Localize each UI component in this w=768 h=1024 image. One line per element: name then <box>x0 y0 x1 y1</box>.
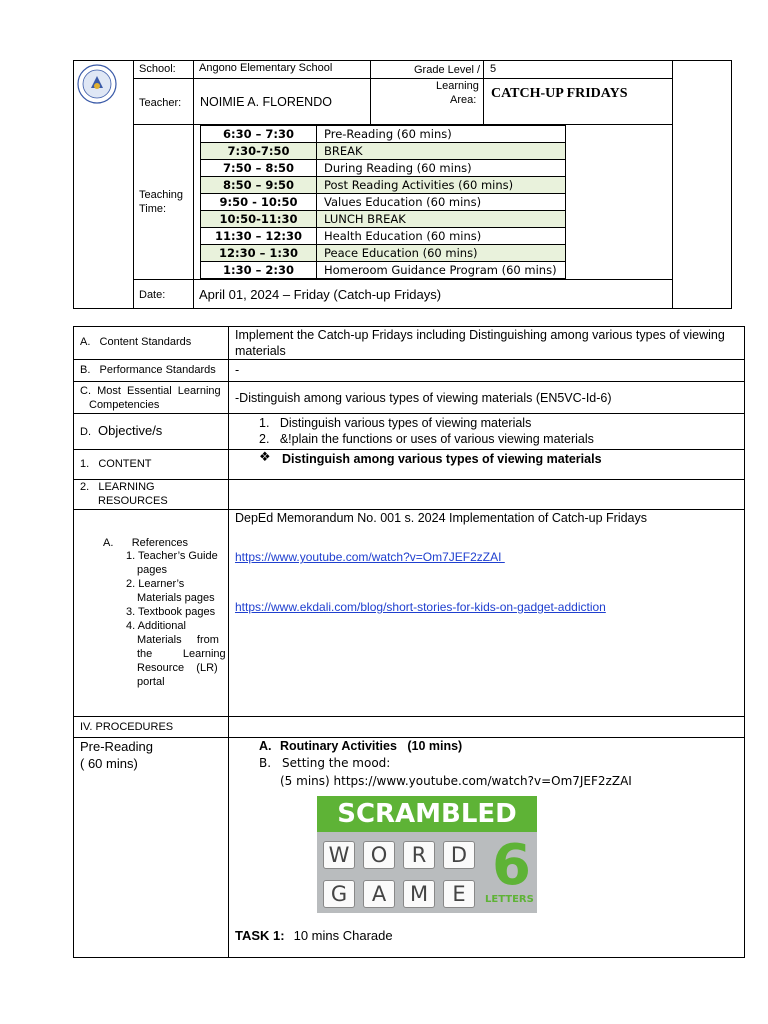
game-number-label: LETTERS <box>485 894 534 905</box>
game-number: 6 <box>492 833 531 898</box>
task-label: TASK 1: <box>235 928 285 943</box>
content-standards-value-2: materials <box>235 344 286 358</box>
reference-item: 3. Textbook pages <box>126 606 216 618</box>
references-heading: A. References <box>103 537 188 549</box>
schedule-row <box>201 211 565 228</box>
schedule-time: 9:50 - 10:50 <box>201 194 317 211</box>
schedule-time: 7:50 – 8:50 <box>201 160 317 177</box>
school-value: Angono Elementary School <box>199 62 333 74</box>
reference-item: portal <box>137 676 165 688</box>
schedule-activity: Post Reading Activities (60 mins) <box>324 178 514 192</box>
objective-item: 1. Distinguish various types of viewing materials <box>259 416 532 430</box>
schedule-activity: Health Education (60 mins) <box>324 229 482 243</box>
letter-tile: E <box>443 880 475 908</box>
diamond-bullet-icon: ❖ <box>259 450 271 465</box>
schedule-row <box>201 126 565 143</box>
routinary-prefix: A. <box>259 739 272 753</box>
prereading-label: Pre-Reading <box>80 739 153 754</box>
reference-item: 2. Learner’s <box>126 578 185 590</box>
date-value: April 01, 2024 – Friday (Catch-up Fridays) <box>199 287 442 302</box>
reference-item: 1. Teacher’s Guide <box>126 550 218 562</box>
performance-standards-label: B. Performance Standards <box>80 364 216 376</box>
objective-item: 2. &!plain the functions or uses of various viewing materials <box>259 432 594 446</box>
reference-item: Materials from <box>137 634 219 646</box>
schedule-activity: Pre-Reading (60 mins) <box>324 127 452 141</box>
letter-tile: M <box>403 880 435 908</box>
learning-area-label-2: Area: <box>450 94 477 106</box>
content-standards-label: A. Content Standards <box>80 336 192 348</box>
schedule-time: 12:30 – 1:30 <box>201 245 317 262</box>
performance-standards-value: - <box>235 363 240 377</box>
content-value: Distinguish among various types of viewing materials <box>282 452 602 466</box>
schedule-row <box>201 194 565 211</box>
letter-tile: O <box>363 841 395 869</box>
schedule-table <box>200 125 566 279</box>
learning-area-value: CATCH-UP FRIDAYS <box>491 86 628 101</box>
procedures-label: IV. PROCEDURES <box>80 721 174 733</box>
schedule-time: 8:50 – 9:50 <box>201 177 317 194</box>
schedule-row <box>201 143 565 160</box>
reference-item: the Learning <box>137 648 226 660</box>
deped-seal-icon <box>77 64 117 104</box>
schedule-time: 11:30 – 12:30 <box>201 228 317 245</box>
setting-mood: Setting the mood: <box>282 756 391 770</box>
grade-level-label: Grade Level / <box>414 64 481 76</box>
letter-tile: R <box>403 841 435 869</box>
grade-level-value: 5 <box>490 63 497 75</box>
schedule-row <box>201 245 565 262</box>
letter-tile: G <box>323 880 355 908</box>
reference-item: pages <box>137 564 167 576</box>
scrambled-word-game-image <box>317 796 537 913</box>
teacher-label: Teacher: <box>139 97 182 109</box>
prereading-duration: ( 60 mins) <box>80 756 138 771</box>
content-standards-value-1: Implement the Catch-up Fridays including Distinguishing among various types of viewing <box>235 328 725 342</box>
schedule-activity: LUNCH BREAK <box>324 212 406 226</box>
schedule-time: 7:30-7:50 <box>201 143 317 160</box>
teaching-time-label-1: Teaching <box>139 189 184 201</box>
melc-label-2: Competencies <box>89 399 160 411</box>
melc-value: -Distinguish among various types of viewing materials (EN5VC-Id-6) <box>235 391 612 405</box>
objectives-label: Objective/s <box>98 423 163 438</box>
learning-area-label-1: Learning <box>436 80 479 92</box>
reference-item: 4. Additional <box>126 620 186 632</box>
routinary-activities: Routinary Activities (10 mins) <box>280 739 463 753</box>
schedule-row <box>201 228 565 245</box>
school-label: School: <box>139 63 176 75</box>
learning-resources-label-2: RESOURCES <box>98 495 168 507</box>
schedule-row <box>201 160 565 177</box>
reference-item: Resource (LR) <box>137 662 218 674</box>
schedule-row <box>201 177 565 194</box>
schedule-time: 1:30 – 2:30 <box>201 262 317 279</box>
melc-label-1: C. Most Essential Learning <box>80 385 221 397</box>
schedule-activity: BREAK <box>324 144 363 158</box>
youtube-link[interactable]: https://www.youtube.com/watch?v=Om7JEF2zZAI <box>235 550 505 564</box>
teaching-time-label-2: Time: <box>139 203 167 215</box>
schedule-activity: During Reading (60 mins) <box>324 161 472 175</box>
game-title: SCRAMBLED <box>317 796 537 832</box>
schedule-row <box>201 262 565 279</box>
schedule-activity: Homeroom Guidance Program (60 mins) <box>324 263 557 277</box>
deped-memo: DepEd Memorandum No. 001 s. 2024 Implementation of Catch-up Fridays <box>235 511 648 525</box>
letter-tile: W <box>323 841 355 869</box>
content-label: 1. CONTENT <box>80 458 152 470</box>
schedule-activity: Values Education (60 mins) <box>324 195 482 209</box>
learning-resources-label-1: 2. LEARNING <box>80 481 155 493</box>
reference-item: Materials pages <box>137 592 215 604</box>
schedule-time: 6:30 – 7:30 <box>201 126 317 143</box>
ekdali-link[interactable]: https://www.ekdali.com/blog/short-stories-for-kids-on-gadget-addiction <box>235 600 606 614</box>
date-label: Date: <box>139 289 166 301</box>
setting-mood-link: (5 mins) https://www.youtube.com/watch?v=Om7JEF2zZAI <box>280 774 632 788</box>
letter-tile: D <box>443 841 475 869</box>
teacher-value: NOIMIE A. FLORENDO <box>200 95 332 109</box>
schedule-activity: Peace Education (60 mins) <box>324 246 478 260</box>
task-value: 10 mins Charade <box>290 928 393 943</box>
schedule-time: 10:50-11:30 <box>201 211 317 228</box>
setting-prefix: B. <box>259 756 272 770</box>
objectives-label-prefix: D. <box>80 426 91 438</box>
letter-tile: A <box>363 880 395 908</box>
